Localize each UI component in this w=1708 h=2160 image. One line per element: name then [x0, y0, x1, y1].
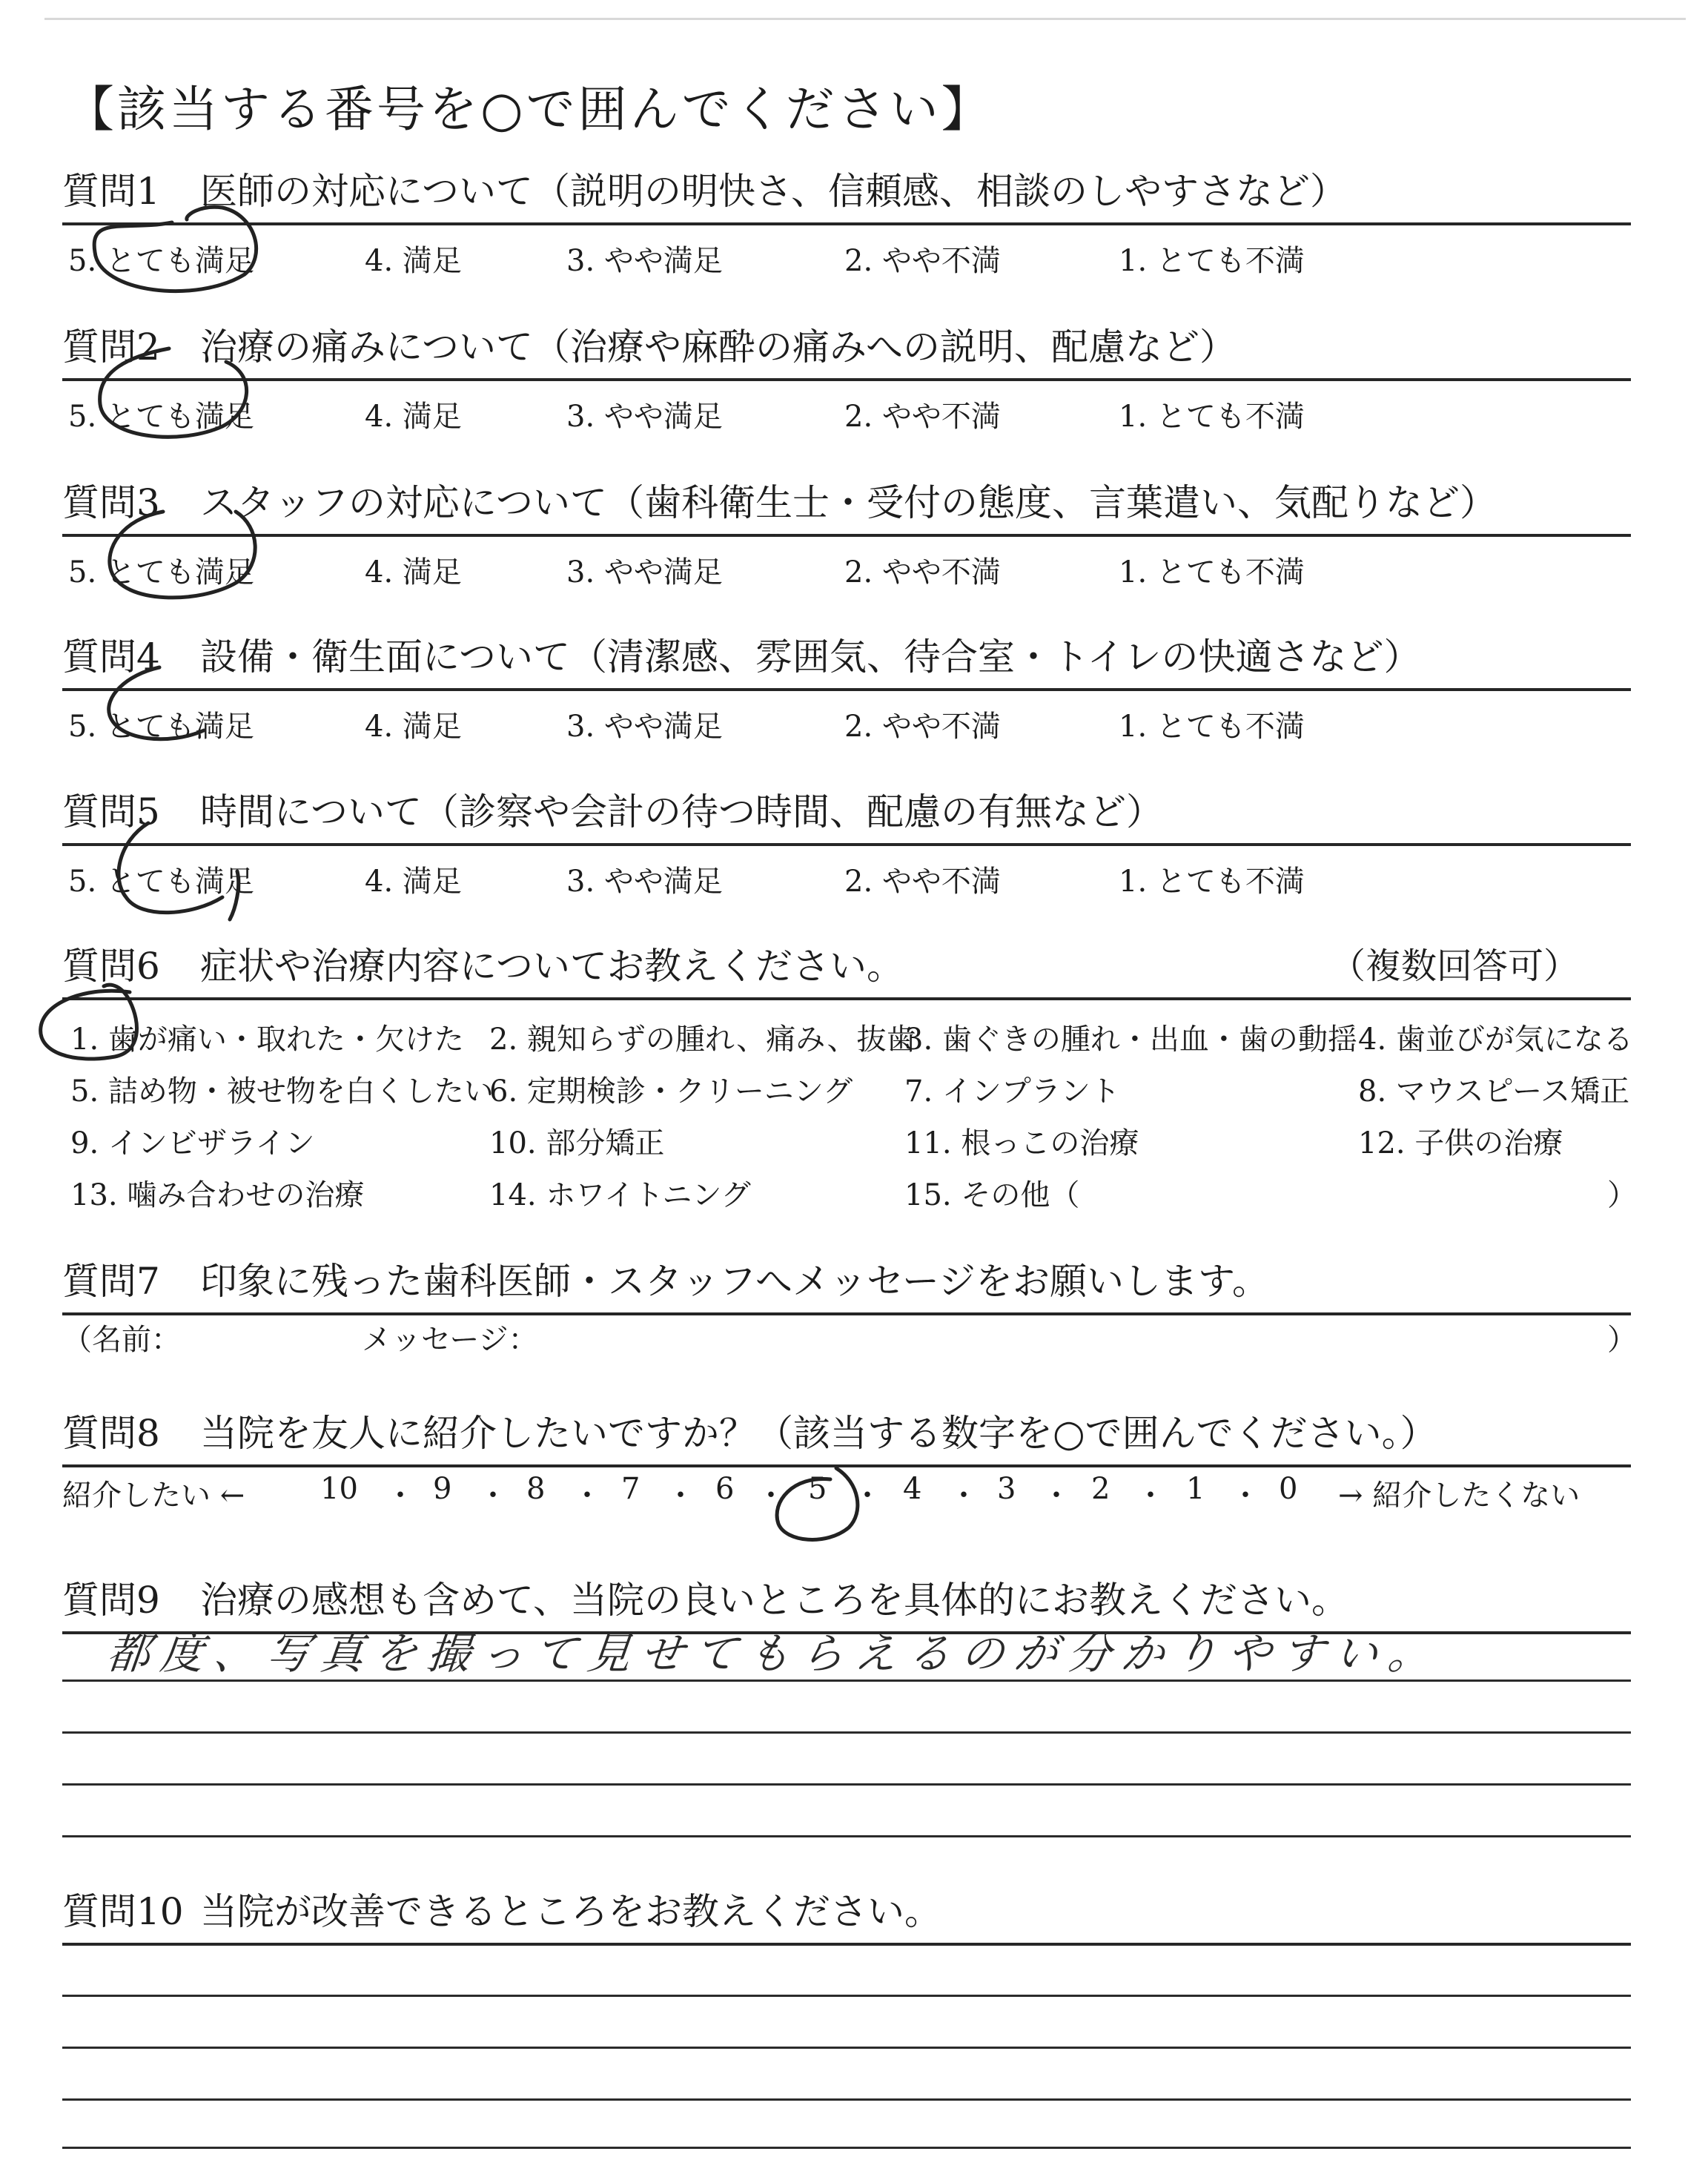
- rating-option-5[interactable]: 5. とても満足: [68, 555, 254, 589]
- rating-option-3[interactable]: 3. やや満足: [566, 400, 723, 434]
- question-text: 設備・衛生面について（清潔感、雰囲気、待合室・トイレの快適さなど）: [200, 635, 1421, 678]
- question-number: 質問10: [62, 1890, 184, 1933]
- question-number: 質問5: [62, 790, 160, 833]
- scale-right-label: → 紹介したくない: [1338, 1479, 1580, 1513]
- treatment-option-10[interactable]: 10. 部分矯正: [489, 1126, 665, 1160]
- rating-option-3[interactable]: 3. やや満足: [566, 865, 723, 899]
- multiple-answers-note: （複数回答可）: [1329, 945, 1579, 987]
- scale-9[interactable]: 9: [433, 1472, 452, 1506]
- page-top-edge: [44, 18, 1686, 20]
- treatment-option-7[interactable]: 7. インプラント: [904, 1074, 1120, 1109]
- answer-line: [62, 1731, 1631, 1734]
- scale-2[interactable]: 2: [1091, 1472, 1110, 1506]
- answer-line: [62, 2098, 1631, 2101]
- question-number: 質問8: [62, 1412, 160, 1455]
- treatment-option-15[interactable]: 15. その他（: [904, 1178, 1080, 1212]
- treatment-option-5[interactable]: 5. 詰め物・被せ物を白くしたい: [70, 1074, 494, 1109]
- scale-separator: ・: [666, 1479, 695, 1513]
- scale-separator: ・: [1136, 1479, 1165, 1513]
- underline: [62, 997, 1631, 1000]
- scale-5[interactable]: 5: [808, 1472, 827, 1506]
- scale-separator: ・: [572, 1479, 602, 1513]
- scale-left-label: 紹介したい ←: [62, 1479, 245, 1513]
- rating-option-2[interactable]: 2. やや不満: [844, 710, 1001, 744]
- rating-option-4[interactable]: 4. 満足: [365, 865, 462, 899]
- question-text: 治療の感想も含めて、当院の良いところを具体的にお教えください。: [200, 1579, 1348, 1622]
- scale-1[interactable]: 1: [1186, 1472, 1205, 1506]
- question-number: 質問2: [62, 326, 160, 369]
- answer-line: [62, 2047, 1631, 2049]
- question-text: スタッフの対応について（歯科衛生士・受付の態度、言葉遣い、気配りなど）: [200, 481, 1497, 524]
- rating-option-4[interactable]: 4. 満足: [365, 400, 462, 434]
- rating-option-2[interactable]: 2. やや不満: [844, 400, 1001, 434]
- question-text: 当院が改善できるところをお教えください。: [200, 1890, 941, 1933]
- rating-option-3[interactable]: 3. やや満足: [566, 710, 723, 744]
- rating-option-3[interactable]: 3. やや満足: [566, 244, 723, 278]
- scale-3[interactable]: 3: [997, 1472, 1016, 1506]
- message-label: メッセージ：: [362, 1323, 538, 1357]
- question-text: 時間について（診察や会計の待つ時間、配慮の有無など）: [200, 790, 1163, 833]
- scale-separator: ・: [853, 1479, 882, 1513]
- underline: [62, 688, 1631, 691]
- treatment-option-3[interactable]: 3. 歯ぐきの腫れ・出血・歯の動揺: [904, 1023, 1357, 1057]
- question-text: 医師の対応について（説明の明快さ、信頼感、相談のしやすさなど）: [200, 170, 1347, 213]
- rating-option-4[interactable]: 4. 満足: [365, 710, 462, 744]
- treatment-option-9[interactable]: 9. インビザライン: [70, 1126, 315, 1160]
- treatment-option-13[interactable]: 13. 噛み合わせの治療: [70, 1178, 365, 1212]
- treatment-option-6[interactable]: 6. 定期検診・クリーニング: [489, 1074, 853, 1109]
- treatment-option-14[interactable]: 14. ホワイトニング: [489, 1178, 751, 1212]
- name-label: （名前：: [62, 1323, 181, 1357]
- other-close-paren: ）: [1607, 1178, 1637, 1212]
- underline: [62, 1464, 1631, 1467]
- scale-separator: ・: [478, 1479, 508, 1513]
- underline: [62, 378, 1631, 381]
- scale-4[interactable]: 4: [903, 1472, 922, 1506]
- treatment-option-4[interactable]: 4. 歯並びが気になる: [1358, 1023, 1633, 1057]
- rating-option-2[interactable]: 2. やや不満: [844, 555, 1001, 589]
- underline: [62, 534, 1631, 537]
- scale-separator: ・: [949, 1479, 979, 1513]
- question-number: 質問9: [62, 1579, 160, 1622]
- question-number: 質問3: [62, 481, 160, 524]
- scale-0[interactable]: 0: [1279, 1472, 1298, 1506]
- treatment-option-12[interactable]: 12. 子供の治療: [1358, 1126, 1563, 1160]
- page-heading: 【該当する番号を○で囲んでください】: [65, 81, 993, 138]
- rating-option-2[interactable]: 2. やや不満: [844, 865, 1001, 899]
- treatment-option-2[interactable]: 2. 親知らずの腫れ、痛み、抜歯: [489, 1023, 916, 1057]
- question-number: 質問6: [62, 945, 160, 988]
- rating-option-5[interactable]: 5. とても満足: [68, 865, 254, 899]
- answer-line: [62, 1680, 1631, 1682]
- question-number: 質問1: [62, 170, 160, 213]
- rating-option-5[interactable]: 5. とても満足: [68, 244, 254, 278]
- answer-line: [62, 1995, 1631, 1997]
- rating-option-1[interactable]: 1. とても不満: [1119, 710, 1305, 744]
- question-text: 当院を友人に紹介したいですか？（該当する数字を○で囲んでください。）: [200, 1412, 1437, 1455]
- treatment-option-1[interactable]: 1. 歯が痛い・取れた・欠けた: [70, 1023, 464, 1057]
- question-text: 治療の痛みについて（治療や麻酔の痛みへの説明、配慮など）: [200, 326, 1237, 369]
- scale-8[interactable]: 8: [526, 1472, 546, 1506]
- question-text: 症状や治療内容についてお教えください。: [200, 945, 904, 988]
- scale-separator: ・: [385, 1479, 415, 1513]
- scale-separator: ・: [756, 1479, 786, 1513]
- underline: [62, 1943, 1631, 1946]
- underline: [62, 843, 1631, 846]
- scale-10[interactable]: 10: [320, 1472, 358, 1506]
- rating-option-3[interactable]: 3. やや満足: [566, 555, 723, 589]
- answer-line: [62, 1783, 1631, 1786]
- message-close-paren: ）: [1607, 1323, 1637, 1357]
- rating-option-1[interactable]: 1. とても不満: [1119, 865, 1305, 899]
- underline: [62, 222, 1631, 225]
- scale-7[interactable]: 7: [621, 1472, 640, 1506]
- rating-option-1[interactable]: 1. とても不満: [1119, 555, 1305, 589]
- treatment-option-8[interactable]: 8. マウスピース矯正: [1358, 1074, 1630, 1109]
- rating-option-2[interactable]: 2. やや不満: [844, 244, 1001, 278]
- scale-separator: ・: [1042, 1479, 1071, 1513]
- scale-6[interactable]: 6: [715, 1472, 735, 1506]
- rating-option-4[interactable]: 4. 満足: [365, 244, 462, 278]
- question-text: 印象に残った歯科医師・スタッフへメッセージをお願いします。: [200, 1260, 1269, 1303]
- rating-option-1[interactable]: 1. とても不満: [1119, 400, 1305, 434]
- rating-option-5[interactable]: 5. とても満足: [68, 710, 254, 744]
- scale-separator: ・: [1231, 1479, 1260, 1513]
- rating-option-1[interactable]: 1. とても不満: [1119, 244, 1305, 278]
- underline: [62, 1312, 1631, 1315]
- rating-option-5[interactable]: 5. とても満足: [68, 400, 254, 434]
- answer-line: [62, 1835, 1631, 1837]
- question-number: 質問4: [62, 635, 160, 678]
- rating-option-4[interactable]: 4. 満足: [365, 555, 462, 589]
- question-number: 質問7: [62, 1260, 160, 1303]
- treatment-option-11[interactable]: 11. 根っこの治療: [904, 1126, 1139, 1160]
- handwritten-answer: 都度、写真を撮って見せてもらえるのが分かりやすい。: [104, 1628, 1445, 1679]
- answer-line: [62, 2147, 1631, 2149]
